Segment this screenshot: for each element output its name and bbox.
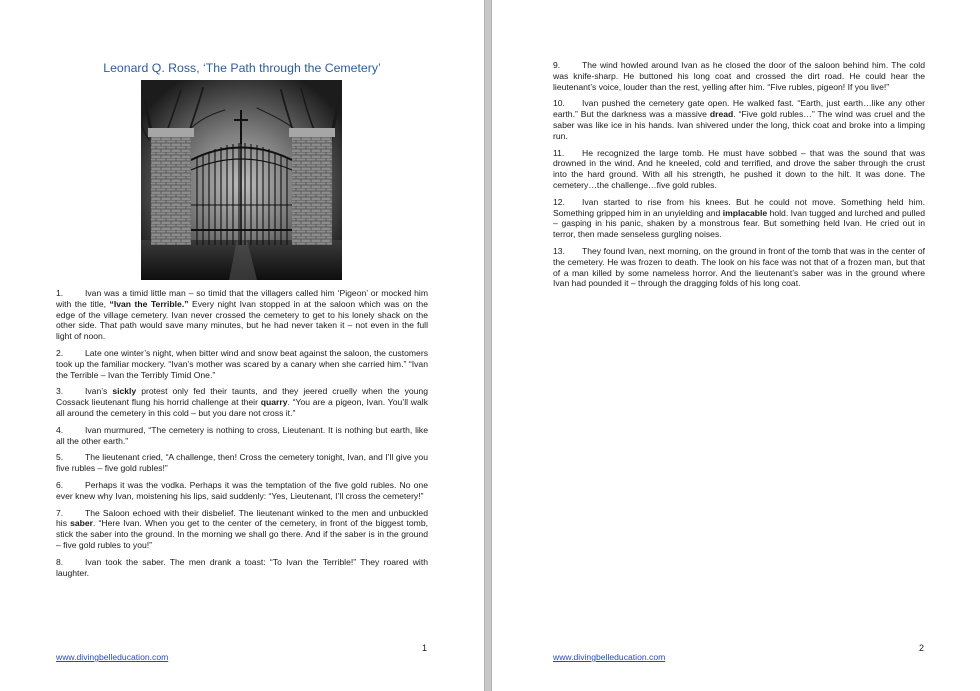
paragraph-text: . “You are a pigeon, Ivan. You’ll walk all around the cemetery in this cold – but you dare not cross it.” [56, 397, 428, 418]
numbered-paragraph [56, 508, 428, 551]
paragraph-text: Every night Ivan stopped in at the saloon which was on the edge of the village cemetery. Ivan never crossed the cemetery to get to his lonely shack on the other side. That path would save many minutes, but he had never taken it – not even in the full light of noon. [56, 298, 428, 342]
bold-vocabulary-word: “Ivan the Terrible.” [109, 298, 189, 309]
numbered-paragraph [56, 480, 428, 502]
numbered-paragraph [56, 557, 428, 579]
paragraph-number: 10. [553, 98, 565, 109]
numbered-paragraph [553, 148, 925, 191]
paragraph-text: hold. Ivan tugged and lurched and pulled – gasping in his panic, shaken by a monstrous fear. But something held Ivan. He cried out in terror, then made senseless gurgling noises. [553, 207, 925, 240]
page-number: 1 [422, 643, 428, 653]
paragraph-text: Ivan took the saber. The men drank a toast: “To Ivan the Terrible!” They roared with laughter. [56, 556, 428, 578]
paragraph-text: The Saloon echoed with their disbelief. The lieutenant winked to the men and unbuckled his [56, 507, 428, 529]
numbered-paragraph [56, 288, 428, 342]
numbered-paragraph [56, 348, 428, 380]
paragraph-number: 7. [56, 507, 64, 518]
paragraph-number: 9. [553, 60, 561, 70]
paragraph-text: . “Here Ivan. When you get to the center of the cemetery, in front of the biggest tomb, stick the saber into the ground. In the morning we shall go there. And if the saber is in the ground – five gold rubles to you!” [56, 518, 428, 550]
footer-website-link[interactable]: www.divingbelleducation.com [56, 652, 169, 662]
paragraph-number: 8. [56, 556, 64, 567]
page-number: 2 [919, 643, 925, 653]
numbered-paragraph [56, 386, 428, 418]
paragraph-text: Ivan was a timid little man – so timid that the villagers called him ‘Pigeon’ or mocked him with the title, [56, 288, 428, 309]
paragraph-text: . “Five gold rubles…” The wind was cruel and the saber was like ice in his hands. Ivan shivered under the long, thick coat and broke into a limping run. [553, 109, 925, 141]
bold-vocabulary-word: saber [70, 518, 94, 529]
cemetery-gate-photo [141, 80, 342, 280]
paragraph-number: 6. [56, 479, 64, 490]
numbered-paragraph [553, 197, 925, 240]
paragraph-text: Late one winter’s night, when bitter wind and snow beat against the saloon, the customers took up the familiar mockery. “Ivan’s mother was scared by a canary when she carried him.” “Ivan the Terrible – Ivan the Terribly Timid One.” [56, 347, 428, 380]
numbered-paragraph [553, 60, 925, 92]
bold-vocabulary-word: sickly [112, 386, 137, 397]
footer-website-link[interactable]: www.divingbelleducation.com [553, 652, 666, 662]
paragraph-text: Ivan murmured, “The cemetery is nothing to cross, Lieutenant. It is nothing but earth, like all the other earth.” [56, 424, 428, 446]
page-divider [484, 0, 492, 691]
paragraph-number: 5. [56, 452, 64, 463]
paragraph-text: protest only fed their taunts, and they jeered cruelly when the young Cossack lieutenant flung his horrid challenge at their [56, 386, 428, 408]
document-page-2 [492, 0, 980, 691]
page-1-body-text [56, 288, 428, 584]
document-title: Leonard Q. Ross, ‘The Path through the Cemetery’ [103, 61, 381, 75]
paragraph-text: Ivan pushed the cemetery gate open. He walked fast. “Earth, just earth…like any other earth.” But the darkness was a massive [553, 98, 925, 120]
paragraph-text: Ivan’s [85, 386, 113, 397]
paragraph-number: 12. [553, 196, 565, 207]
paragraph-text: They found Ivan, next morning, on the ground in front of the tomb that was in the center of the cemetery. He was frozen to death. The look on his face was not that of a frozen man, but that of a man killed by some nameless horror. And the lieutenant’s saber was in the ground where Ivan had pounded it – through the dragging folds of his long coat. [553, 245, 925, 289]
paragraph-number: 3. [56, 386, 64, 397]
numbered-paragraph [56, 425, 428, 447]
numbered-paragraph [56, 452, 428, 474]
numbered-paragraph [553, 246, 925, 289]
paragraph-text: The lieutenant cried, “A challenge, then! Cross the cemetery tonight, Ivan, and I’ll give you five rubles – five gold rubles!” [56, 452, 428, 474]
paragraph-number: 11. [553, 147, 565, 158]
paragraph-number: 1. [56, 288, 64, 298]
paragraph-text: He recognized the large tomb. He must have sobbed – that was the sound that was drowned in the wind. And he kneeled, cold and terrified, and drove the saber through the crust into the hard ground. With all his strength, he pushed it down to the hilt. It was done. The cemetery…the challenge…five gold rubles. [553, 147, 925, 190]
paragraph-number: 2. [56, 347, 64, 358]
page-2-body-text [553, 60, 925, 295]
paragraph-number: 13. [553, 245, 565, 256]
paragraph-text: Ivan started to rise from his knees. But he could not move. Something held him. Something gripped him in an unyielding and [553, 196, 925, 218]
bold-vocabulary-word: dread [709, 109, 734, 120]
paragraph-text: Perhaps it was the vodka. Perhaps it was the temptation of the five gold rubles. No one ever knew why Ivan, moistening his lips, said suddenly: “Yes, Lieutenant, I’ll cross the cemetery!” [56, 479, 428, 501]
paragraph-number: 4. [56, 424, 64, 435]
bold-vocabulary-word: quarry [260, 397, 288, 408]
paragraph-text: The wind howled around Ivan as he closed the door of the saloon behind him. The cold was knife-sharp. He buttoned his long coat and crossed the dirt road. He could hear the lieutenant’s voice, louder than the rest, yelling after him. “Five rubles, pigeon! If you live!” [553, 60, 925, 92]
numbered-paragraph [553, 98, 925, 141]
bold-vocabulary-word: implacable [722, 207, 768, 218]
document-page-1 [0, 0, 484, 691]
